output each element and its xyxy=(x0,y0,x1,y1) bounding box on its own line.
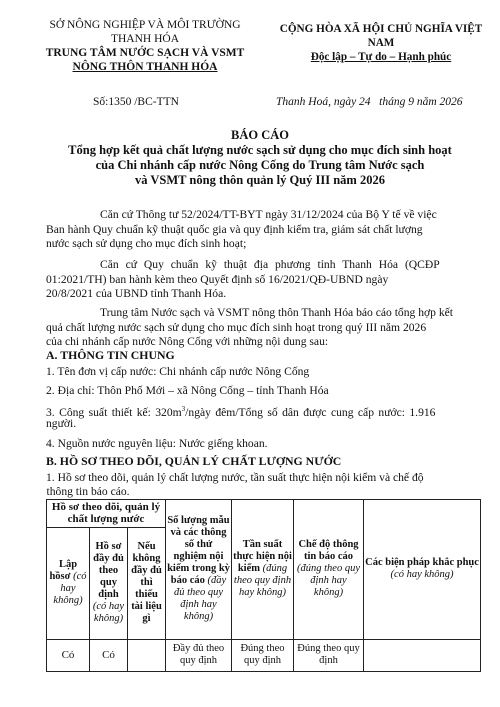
cell-frequency: Đúng theo quy định xyxy=(232,639,294,671)
header-frequency: Tần suất thực hiện nội kiểm (đúng theo quy định hay không) xyxy=(232,499,294,639)
report-title-main: BÁO CÁO xyxy=(231,128,289,142)
report-title xyxy=(40,128,480,188)
paragraph-3: Trung tâm Nước sạch và VSMT nông thôn Thanh Hóa báo cáo tổng hợp kết quả chất lượng nước sạch sử dụng cho mục đích sinh hoạt trong quý III năm 2026 của chi nhánh cấp nước Nông Cống với những nội dung sau: xyxy=(46,306,454,348)
center-name: TRUNG TÂM NƯỚC SẠCH VÀ VSMT xyxy=(45,47,245,59)
info-item-4: 4. Nguồn nước nguyên liệu: Nước giếng khoan. xyxy=(46,437,268,450)
document-number: Số:1350 /BC-TTN xyxy=(93,96,179,108)
report-title-line3: và VSMT nông thôn quản lý Quý III năm 2026 xyxy=(135,173,385,187)
info-item-1: 1. Tên đơn vị cấp nước: Chi nhánh cấp nước Nông Cống xyxy=(46,365,310,378)
header-remedies: Các biện pháp khắc phục (có hay không) xyxy=(364,499,481,639)
header-missing-docs: Nếu không đầy đủ thì thiếu tài liệu gì xyxy=(128,527,166,639)
paragraph-2: Căn cứ Quy chuẩn kỹ thuật địa phương tỉnh Thanh Hóa (QCĐP 01:2021/TH) ban hành kèm theo Quyết định số 16/2021/QĐ-UBND ngày 20/8/2021 của UBND tỉnh Thanh Hóa. xyxy=(46,258,440,300)
info-item-2: 2. Địa chỉ: Thôn Phố Mới – xã Nông Cống – tỉnh Thanh Hóa xyxy=(46,384,329,397)
province-name: THANH HÓA xyxy=(110,33,180,45)
cell-reporting: Đúng theo quy định xyxy=(294,639,364,671)
cell-record-setup: Có xyxy=(47,639,90,671)
national-title: CỘNG HÒA XÃ HỘI CHỦ NGHĨA VIỆT NAM xyxy=(279,23,483,49)
header-sample-count: Số lượng mẫu và các thông số thử nghiệm nội kiểm trong kỳ báo cáo (đầy đủ theo quy định hay không) xyxy=(166,499,232,639)
cell-record-complete: Có xyxy=(90,639,128,671)
ministry-name: SỞ NÔNG NGHIỆP VÀ MÔI TRƯỜNG xyxy=(49,19,241,31)
header-record-setup: Lập hồsơ (có hay không) xyxy=(47,527,90,639)
report-title-line1: Tổng hợp kết quả chất lượng nước sạch sử dụng cho mục đích sinh hoạt xyxy=(68,143,452,157)
national-motto: Độc lập – Tự do – Hạnh phúc xyxy=(310,51,452,63)
national-header xyxy=(268,22,494,64)
paragraph-1: Căn cứ Thông tư 52/2024/TT-BYT ngày 31/12/2024 của Bộ Y tế về việc Ban hành Quy chuẩn kỹ thuật quốc gia và quy định kiểm tra, giám sát chất lượng nước sạch sử dụng cho mục đích sinh hoạt; xyxy=(46,208,437,250)
section-b-item-1: 1. Hồ sơ theo dõi, quản lý chất lượng nước, tần suất thực hiện nội kiểm và chế độ xyxy=(46,471,424,484)
info-item-3: 3. Công suất thiết kế: $320m^3$/ngày đêm/Tổng số dân được cung cấp nước: 1.916 xyxy=(46,405,436,419)
section-b-item-1-cont: thông tin báo cáo. xyxy=(46,485,130,498)
header-record-complete: Hồ sơ đầy đủ theo quy định (có hay không) xyxy=(90,527,128,639)
group-header-cell: Hồ sơ theo dõi, quản lý chất lượng nước xyxy=(47,499,166,527)
place-date: Thanh Hoá, ngày 24 tháng 9 năm 2026 xyxy=(276,96,463,108)
cell-sample-count: Đầy đủ theo quy định xyxy=(166,639,232,671)
cell-remedies xyxy=(364,639,481,671)
water-quality-records-table xyxy=(46,486,481,672)
center-name-2: NÔNG THÔN THANH HÓA xyxy=(72,61,218,73)
cell-missing-docs xyxy=(128,639,166,671)
info-item-3-cont: người. xyxy=(46,417,77,430)
table-row xyxy=(47,639,481,671)
agency-header xyxy=(40,18,250,74)
section-a-heading: A. THÔNG TIN CHUNG xyxy=(46,348,175,362)
section-b-heading: B. HỒ SƠ THEO DÕI, QUẢN LÝ CHẤT LƯỢNG NƯỚC xyxy=(46,454,342,468)
report-title-line2: của Chi nhánh cấp nước Nông Cống do Trung tâm Nước sạch xyxy=(95,158,425,172)
header-reporting: Chế độ thông tin báo cáo (đúng theo quy định hay không) xyxy=(294,499,364,639)
